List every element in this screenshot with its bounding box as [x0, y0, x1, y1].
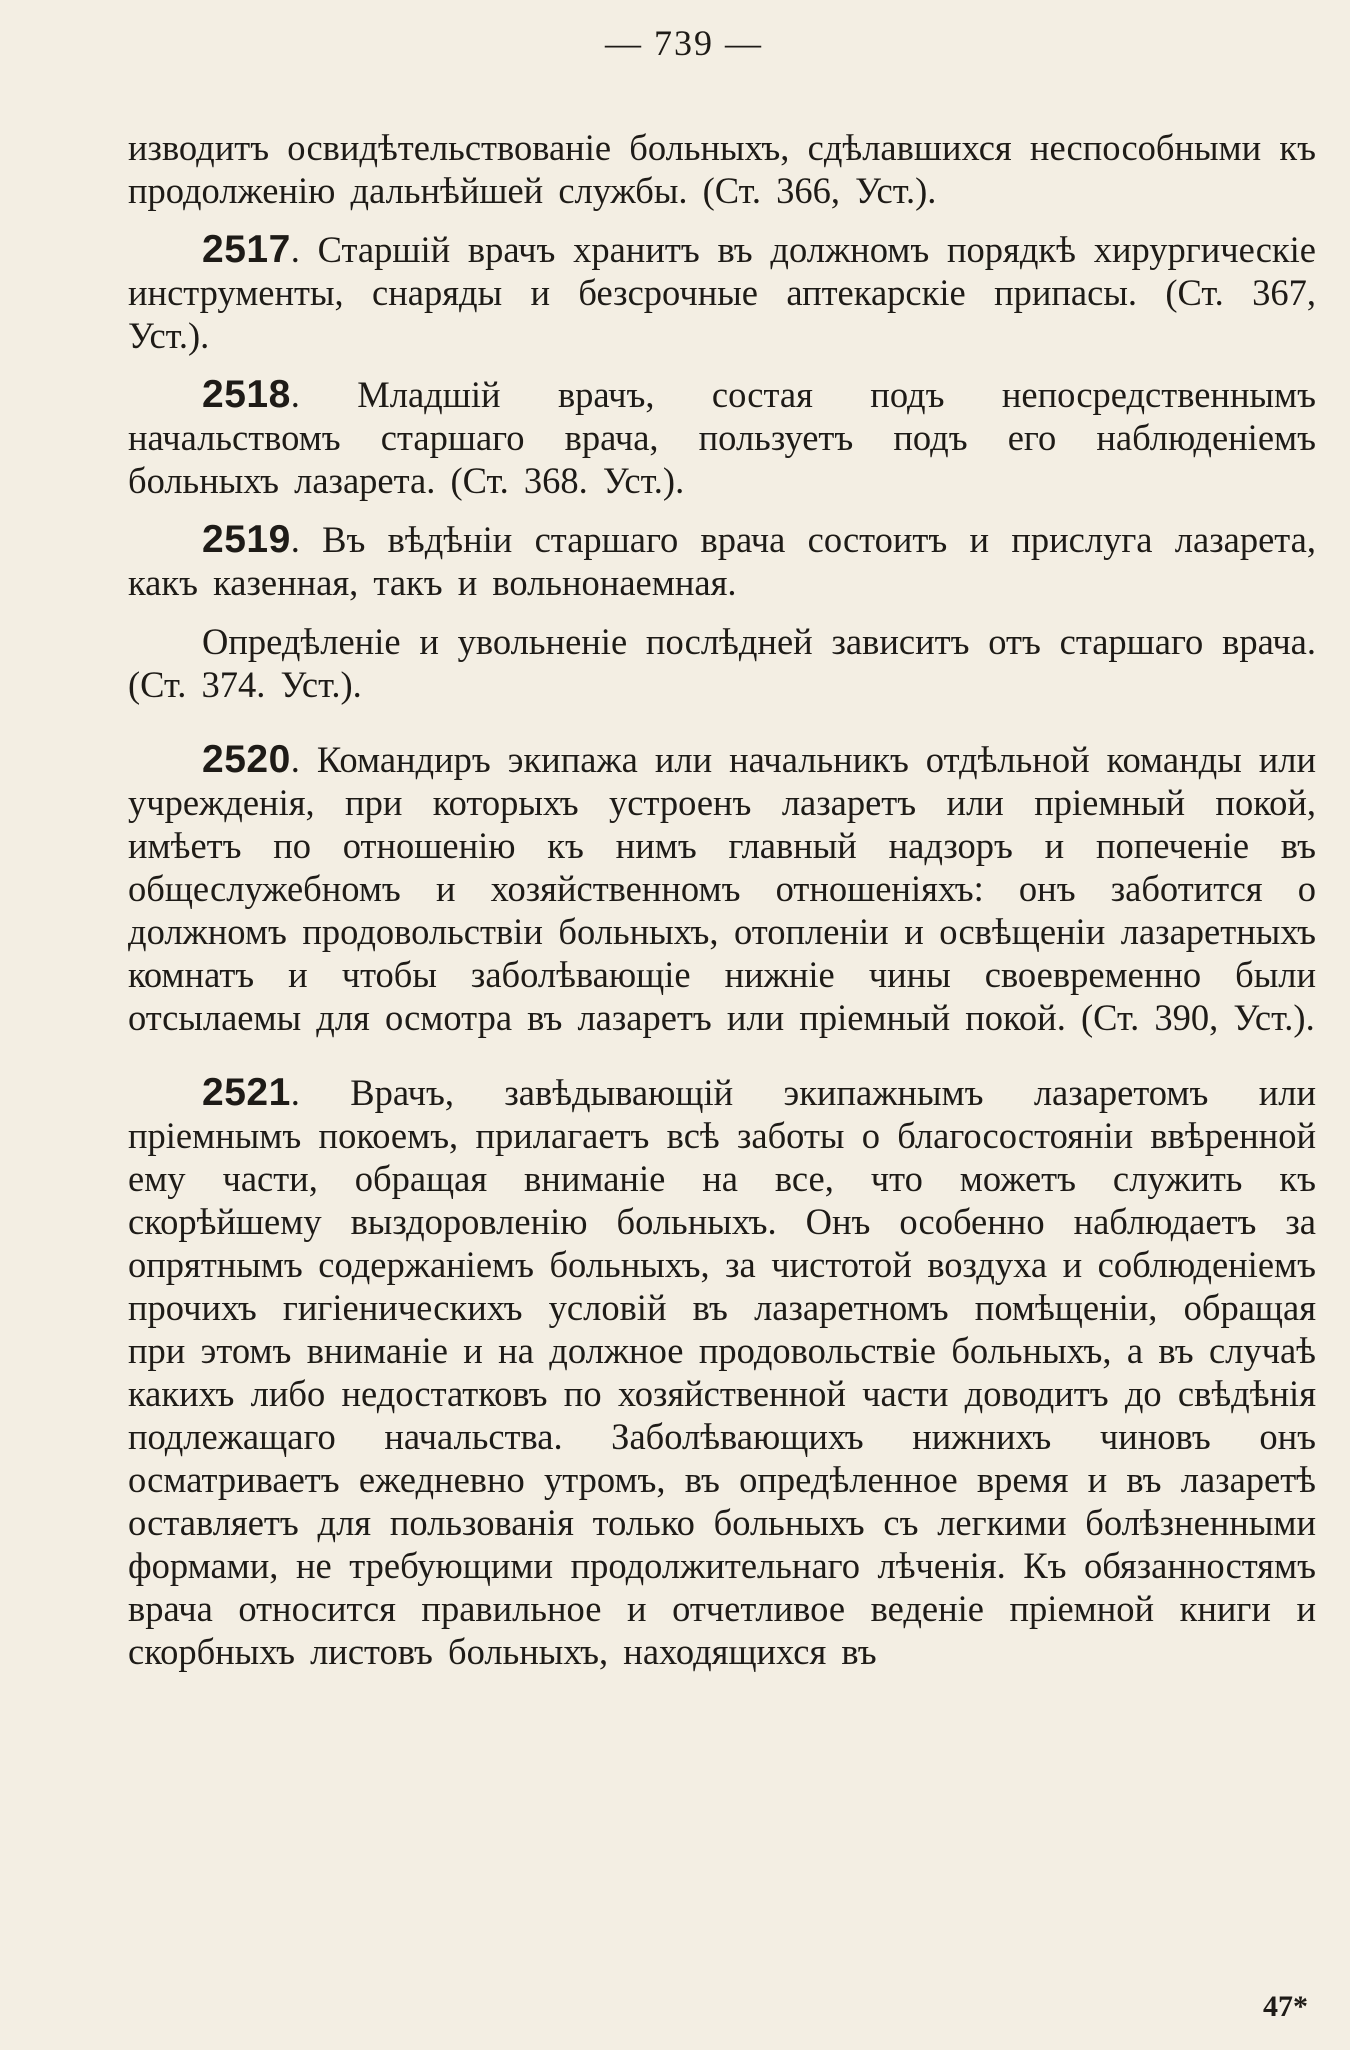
article-2519-continuation [128, 620, 1316, 706]
page-number: — 739 — [605, 23, 763, 63]
article-2517 [128, 228, 1316, 357]
paragraph-text: . Младшій врачъ, состая подъ непосредственнымъ начальствомъ старшаго врача, пользуетъ подъ его наблюденіемъ больныхъ лазарета. (Ст. 368. Уст.). [128, 374, 1316, 501]
paragraph-continuation [128, 126, 1316, 212]
article-number: 2518 [202, 373, 291, 416]
article-number: 2520 [202, 738, 291, 781]
article-2519 [128, 518, 1316, 604]
paragraph-text: . Врачъ, завѣдывающій экипажнымъ лазаретомъ или пріемнымъ покоемъ, прилагаетъ всѣ заботы о благосостояніи ввѣренной ему части, обращая вниманіе на все, что можетъ служить къ скорѣйшему выздоровленію больныхъ. Онъ особенно наблюдаетъ за опрятнымъ содержаніемъ больныхъ, за чистотой воздуха и соблюденіемъ прочихъ гигіеническихъ условій въ лазаретномъ помѣщеніи, обращая при этомъ вниманіе и на должное продовольствіе больныхъ, а въ случаѣ какихъ либо недостатковъ по хозяйственной части доводитъ до свѣдѣнія подлежащаго начальства. Заболѣвающихъ нижнихъ чиновъ онъ осматриваетъ ежедневно утромъ, въ опредѣленное время и въ лазаретѣ оставляетъ для пользованія только больныхъ съ легкими болѣзненными формами, не требующими продолжительнаго лѣченія. Къ обязанностямъ врача относится правильное и отчетливое веденіе пріемной книги и скорбныхъ листовъ больныхъ, находящихся въ [128, 1072, 1316, 1672]
paragraph-text: Опредѣленіе и увольненіе послѣдней зависитъ отъ старшаго врача. (Ст. 374. Уст.). [128, 621, 1316, 705]
article-number: 2517 [202, 228, 291, 271]
signature-mark: 47* [1263, 1990, 1308, 2023]
article-number: 2521 [202, 1071, 291, 1114]
paragraph-text: . Въ вѣдѣніи старшаго врача состоитъ и прислуга лазарета, какъ казенная, такъ и вольнонаемная. [128, 519, 1316, 603]
article-2518 [128, 373, 1316, 502]
paragraph-text: изводитъ освидѣтельствованіе больныхъ, сдѣлавшихся неспособными къ продолженію дальнѣйшей службы. (Ст. 366, Уст.). [128, 127, 1316, 211]
article-2520 [128, 738, 1316, 1039]
article-2521 [128, 1071, 1316, 1673]
article-number: 2519 [202, 518, 291, 561]
paragraph-text: . Командиръ экипажа или начальникъ отдѣльной команды или учрежденія, при которыхъ устроенъ лазаретъ или пріемный покой, имѣетъ по отношенію къ нимъ главный надзоръ и попеченіе въ общеслужебномъ и хозяйственномъ отношеніяхъ: онъ заботится о должномъ продовольствіи больныхъ, отопленіи и освѣщеніи лазаретныхъ комнатъ и чтобы заболѣвающіе нижніе чины своевременно были отсылаемы для осмотра въ лазаретъ или пріемный покой. (Ст. 390, Уст.). [128, 739, 1316, 1038]
paragraph-text: . Старшій врачъ хранитъ въ должномъ порядкѣ хирургическіе инструменты, снаряды и безсрочные аптекарскіе припасы. (Ст. 367, Уст.). [128, 229, 1316, 356]
document-body [128, 126, 1316, 1673]
